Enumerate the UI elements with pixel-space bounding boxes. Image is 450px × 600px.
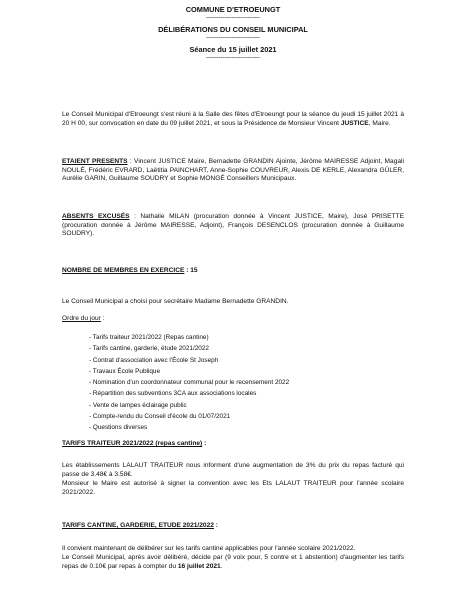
traiteur-paragraph-1: Les établissements LALAUT TRAITEUR nous informent d'une augmentation de 3% du prix du repas facturé qui passe de 3.48€ à 3.58€. (62, 462, 404, 478)
list-item: - Répartition des subventions 3CA aux associations locales (89, 390, 257, 398)
separator-dashes: ------------------------------ (206, 35, 260, 41)
membres-line (62, 267, 404, 276)
ordre-label: Ordre du jour (62, 315, 101, 322)
list-item: - Tarifs cantine, garderie, étude 2021/2022 (89, 345, 209, 353)
list-item: - Compte-rendu du Conseil d'école du 01/07/2021 (89, 413, 231, 421)
presents-label: ETAIENT PRESENTS (62, 158, 128, 165)
list-item: - Vente de lampes éclairage public (89, 401, 187, 409)
cantine-date: 16 juillet 2021 (177, 562, 221, 570)
seance-date: Séance du 15 juillet 2021 (189, 45, 277, 54)
traiteur-title: TARIFS TRAITEUR 2021/2022 (repas cantine) (62, 440, 203, 447)
absents-paragraph (62, 213, 404, 239)
list-item: - Questions diverses (89, 424, 148, 432)
presents-text: : Vincent JUSTICE Maire, Bernadette GRANDIN Ajointe, Jérôme MAIRESSE Adjoint, Magali NOULÉ, Frédéric EVRARD, Laëtitia PAINCHART, Anne-Sophie COUVREUR, Alexis DE KERLE, Alexandra GÜLER, Aurélie GARIN, Guillaume SOUDRY et Sophie MONGÉ Conseillers Municipaux. (62, 158, 404, 183)
secretaire-line: Le Conseil Municipal a choisi pour secrétaire Madame Bernadette GRANDIN. (62, 298, 289, 305)
document-header (62, 4, 404, 61)
deliberations-title: DÉLIBÉRATIONS DU CONSEIL MUNICIPAL (158, 25, 308, 34)
cantine-heading: TARIFS CANTINE, GARDERIE, ETUDE 2021/2022 : (62, 522, 218, 529)
separator-dashes: ------------------------------ (206, 15, 260, 21)
maire-name: JUSTICE (340, 119, 369, 127)
cantine-paragraph-2: Le Conseil Municipal, après avoir délibéré, décide par (9 voix pour, 5 contre et 1 abstention) d'augmenter les tarifs repas de 0.10€ par repas à compter du 16 juillet 2021. (62, 554, 404, 570)
traiteur-heading: TARIFS TRAITEUR 2021/2022 (repas cantine) : (62, 440, 207, 447)
list-item: - Nomination d'un coordonnateur communal pour le recensement 2022 (89, 379, 290, 387)
cantine-paragraph-1: Il convient maintenant de délibérer sur les tarifs cantine applicables pour l'année scolaire 2021/2022. (62, 545, 356, 552)
list-item: - Tarifs traiteur 2021/2022 (Repas cantine) (89, 334, 209, 341)
presents-paragraph (62, 158, 404, 184)
list-item: - Contrat d'association avec l'École St Joseph (89, 356, 219, 364)
ordre-list (89, 332, 289, 434)
cantine-title: TARIFS CANTINE, GARDERIE, ETUDE 2021/2022 (62, 522, 214, 529)
separator-dashes: ------------------------------ (206, 55, 260, 61)
traiteur-paragraph-2: Monsieur le Maire est autorisé à signer la convention avec les Ets LALAUT TRAITEUR pour l'année scolaire 2021/2022. (62, 480, 404, 496)
membres-label: NOMBRE DE MEMBRES EN EXERCICE (62, 267, 185, 274)
ordre-label-line: Ordre du jour : (62, 315, 105, 322)
absents-label: ABSENTS EXCUSÉS (62, 213, 130, 220)
intro-paragraph: Le Conseil Municipal d'Etroeungt s'est réuni à la Salle des fêtes d'Etroeungt pour la séance du jeudi 15 juillet 2021 à 20 H 00, sur convocation en date du 09 juillet 2021, et sous la Présidence de Monsieur Vincent JUSTICE, Maire. (62, 111, 404, 127)
absents-text: : Nathalie MILAN (procuration donnée à Vincent JUSTICE, Maire), José PRISETTE (procuration donnée à Jérôme MAIRESSE, Adjoint), François DESENCLOS (procuration donnée à Guillaume SOUDRY). (62, 213, 404, 238)
list-item: - Travaux École Publique (89, 367, 161, 375)
membres-value: : 15 (184, 267, 198, 274)
commune-title: COMMUNE D'ETROEUNGT (185, 5, 281, 14)
